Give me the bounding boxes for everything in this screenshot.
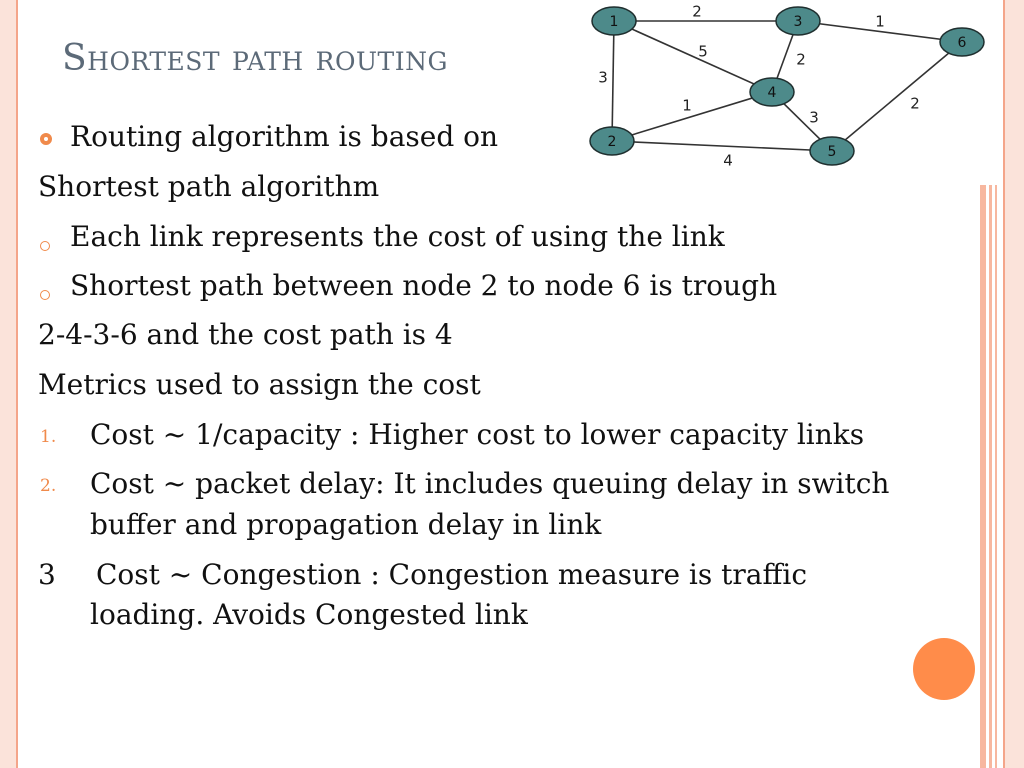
sub-bullet-text: Each link represents the cost of using the link: [70, 220, 725, 253]
edge-cost-label: 4: [723, 151, 733, 170]
numbered-item-text: Cost ~ 1/capacity : Higher cost to lower capacity links: [90, 418, 865, 451]
edge-1-2: [612, 21, 614, 141]
edge-cost-label: 5: [698, 42, 708, 61]
right-stripe-2: [989, 185, 992, 768]
numbered-item-text: Cost ~ packet delay: It includes queuing delay in switch: [90, 467, 890, 500]
bullet-text: Routing algorithm is based on: [70, 120, 499, 153]
edge-cost-label: 2: [692, 2, 702, 21]
node-label: 4: [767, 85, 777, 101]
sub-bullet-text: Shortest path between node 2 to node 6 is trough: [70, 269, 778, 302]
node-label: 5: [827, 144, 837, 160]
numbered-item-text: Cost ~ Congestion : Congestion measure is traffic: [96, 558, 808, 591]
edge-2-5: [612, 141, 832, 151]
body-line: Metrics used to assign the cost: [38, 368, 481, 401]
node-label: 6: [957, 35, 967, 51]
body-line: Shortest path algorithm: [38, 170, 380, 203]
right-stripe-1: [980, 185, 986, 768]
node-label: 2: [607, 134, 617, 150]
edge-2-4: [612, 92, 772, 141]
sub-bullet-marker: [40, 290, 50, 300]
list-number: 1.: [40, 427, 57, 447]
edge-cost-label: 1: [875, 12, 885, 31]
right-stripe-3: [995, 185, 997, 768]
body-line: 2-4-3-6 and the cost path is 4: [38, 318, 453, 351]
sub-bullet-marker: [40, 241, 50, 251]
edge-cost-label: 3: [809, 108, 819, 127]
decorative-circle: [913, 638, 975, 700]
numbered-item-text-cont: loading. Avoids Congested link: [90, 598, 528, 631]
edge-cost-label: 2: [910, 94, 920, 113]
edge-cost-label: 3: [598, 68, 608, 87]
node-label: 3: [793, 14, 803, 30]
slide-title: Shortest path routing: [62, 38, 448, 79]
numbered-item-text-cont: buffer and propagation delay in link: [90, 508, 602, 541]
list-number: 3: [38, 558, 56, 591]
node-label: 1: [609, 14, 619, 30]
list-number: 2.: [40, 476, 57, 496]
edge-cost-label: 2: [796, 50, 806, 69]
edge-6-5: [832, 42, 962, 151]
edge-cost-label: 1: [682, 96, 692, 115]
bullet-marker: [40, 133, 52, 145]
edge-1-4: [614, 21, 772, 92]
